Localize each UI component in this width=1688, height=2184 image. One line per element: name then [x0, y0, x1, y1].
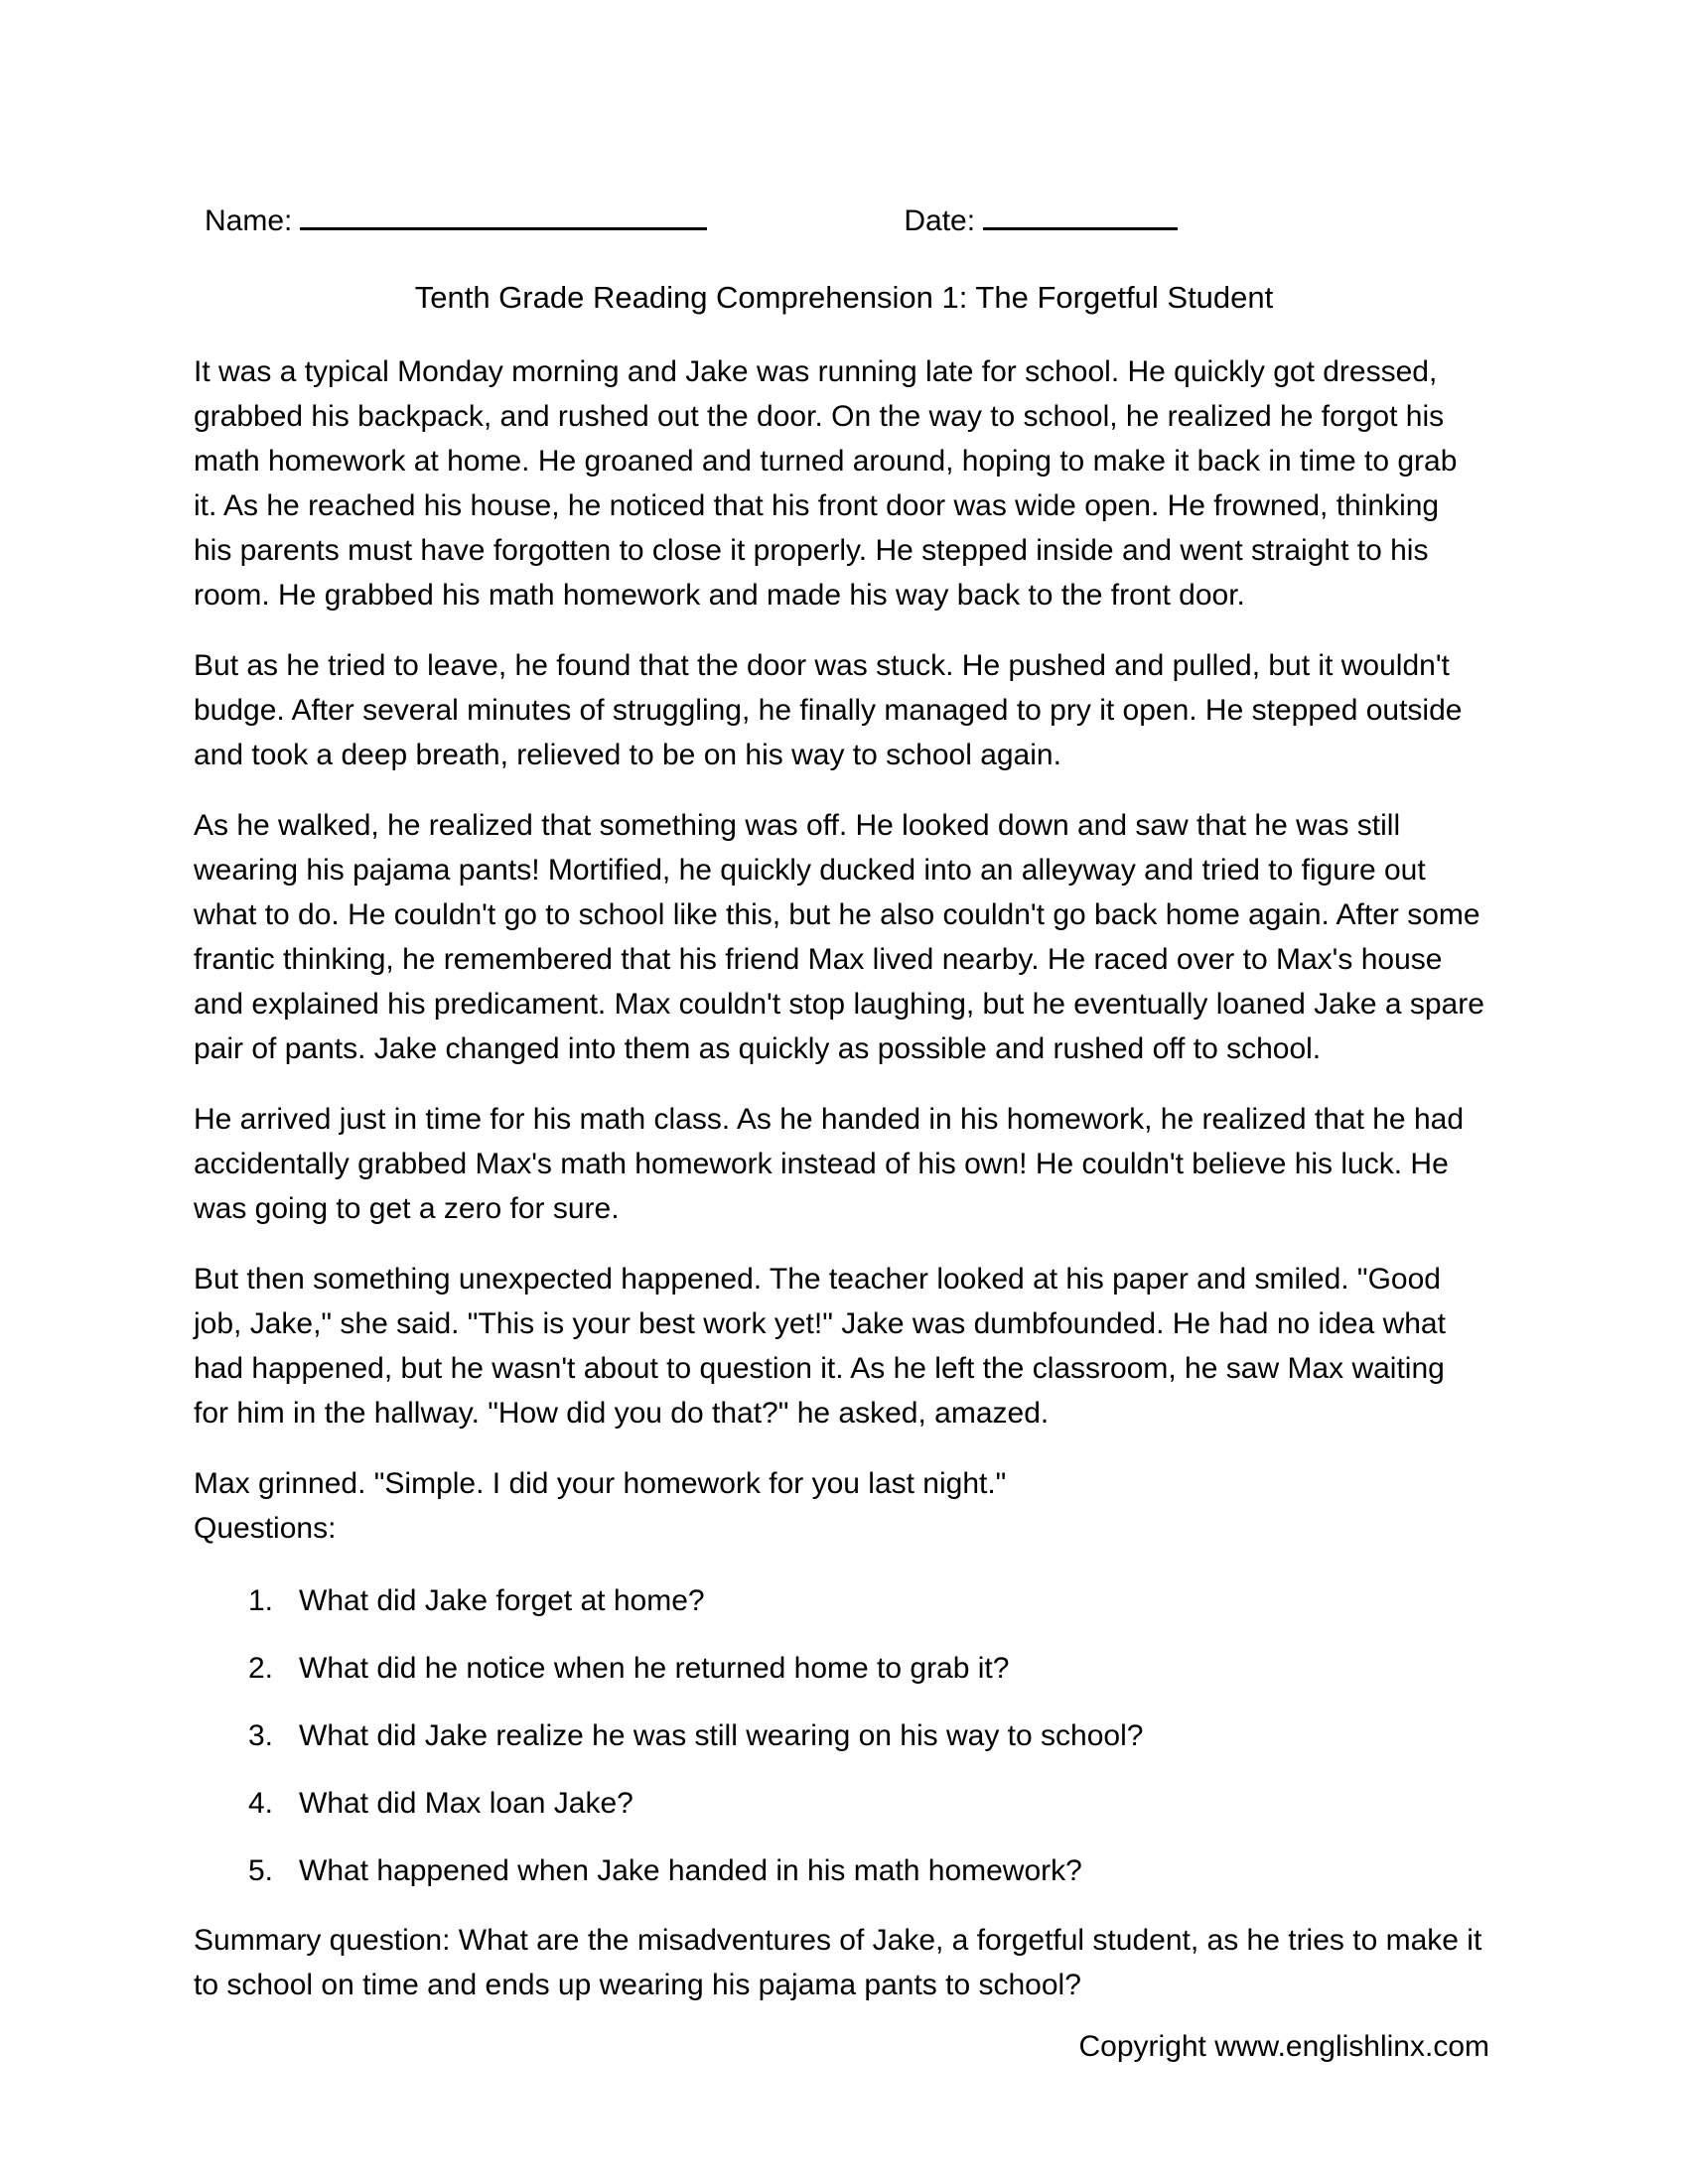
- story-paragraph-3: As he walked, he realized that something was off. He looked down and saw that he was still wearing his pajama pants! Mortified, he quickly ducked into an alleyway and tried to figure out what to do. He couldn't go to school like this, but he also couldn't go back home again. After some frantic thinking, he remembered that his friend Max lived nearby. He raced over to Max's house and explained his predicament. Max couldn't stop laughing, but he eventually loaned Jake a spare pair of pants. Jake changed into them as quickly as possible and rushed off to school.: [194, 809, 1484, 1065]
- story-paragraph-6: Max grinned. "Simple. I did your homework for you last night.": [194, 1467, 1007, 1500]
- question-text: What did Jake forget at home?: [299, 1584, 705, 1617]
- name-field: [205, 192, 707, 243]
- copyright-line: Copyright www.englishlinx.com: [1078, 2030, 1489, 2063]
- question-text: What happened when Jake handed in his math homework?: [299, 1854, 1082, 1887]
- question-item-5: [194, 1848, 1484, 1893]
- question-number: 1.: [248, 1584, 274, 1617]
- questions-heading: Questions:: [194, 1512, 337, 1545]
- question-item-3: [194, 1713, 1484, 1758]
- question-number: 4.: [248, 1787, 274, 1820]
- story-paragraph-1: It was a typical Monday morning and Jake was running late for school. He quickly got dressed, grabbed his backpack, and rushed out the door. On the way to school, he realized he forgot his math homework at home. He groaned and turned around, hoping to make it back in time to grab it. As he reached his house, he noticed that his front door was wide open. He frowned, thinking his parents must have forgotten to close it properly. He stepped inside and went straight to his room. He grabbed his math homework and made his way back to the front door.: [194, 355, 1458, 612]
- date-label: Date:: [904, 205, 976, 237]
- worksheet-title: Tenth Grade Reading Comprehension 1: The Forgetful Student: [414, 280, 1274, 315]
- question-item-4: [194, 1781, 1484, 1826]
- date-field: [904, 192, 1178, 243]
- summary-question: Summary question: What are the misadventures of Jake, a forgetful student, as he tries to make it to school on time and ends up wearing his pajama pants to school?: [194, 1924, 1482, 2001]
- story-paragraph-4: He arrived just in time for his math class. As he handed in his homework, he realized that he had accidentally grabbed Max's math homework instead of his own! He couldn't believe his luck. He was going to get a zero for sure.: [194, 1103, 1464, 1225]
- question-item-2: [194, 1646, 1484, 1691]
- header: [205, 192, 1688, 243]
- question-number: 3.: [248, 1719, 274, 1752]
- question-number: 2.: [248, 1652, 274, 1685]
- question-item-1: [194, 1578, 1484, 1623]
- question-text: What did Max loan Jake?: [299, 1787, 633, 1820]
- story-paragraph-2: But as he tried to leave, he found that the door was stuck. He pushed and pulled, but it wouldn't budge. After several minutes of struggling, he finally managed to pry it open. He stepped outside and took a deep breath, relieved to be on his way to school again.: [194, 649, 1463, 771]
- date-blank-line: [983, 192, 1178, 230]
- question-text: What did Jake realize he was still wearing on his way to school?: [299, 1719, 1144, 1752]
- story-body: [194, 349, 1484, 1551]
- questions-list: [194, 1578, 1484, 1893]
- name-blank-line: [300, 192, 707, 230]
- question-text: What did he notice when he returned home to grab it?: [299, 1652, 1010, 1685]
- question-number: 5.: [248, 1854, 274, 1887]
- story-paragraph-5: But then something unexpected happened. The teacher looked at his paper and smiled. "Good job, Jake," she said. "This is your best work yet!" Jake was dumbfounded. He had no idea what had happened, but he wasn't about to question it. As he left the classroom, he saw Max waiting for him in the hallway. "How did you do that?" he asked, amazed.: [194, 1263, 1446, 1430]
- name-label: Name:: [205, 205, 293, 237]
